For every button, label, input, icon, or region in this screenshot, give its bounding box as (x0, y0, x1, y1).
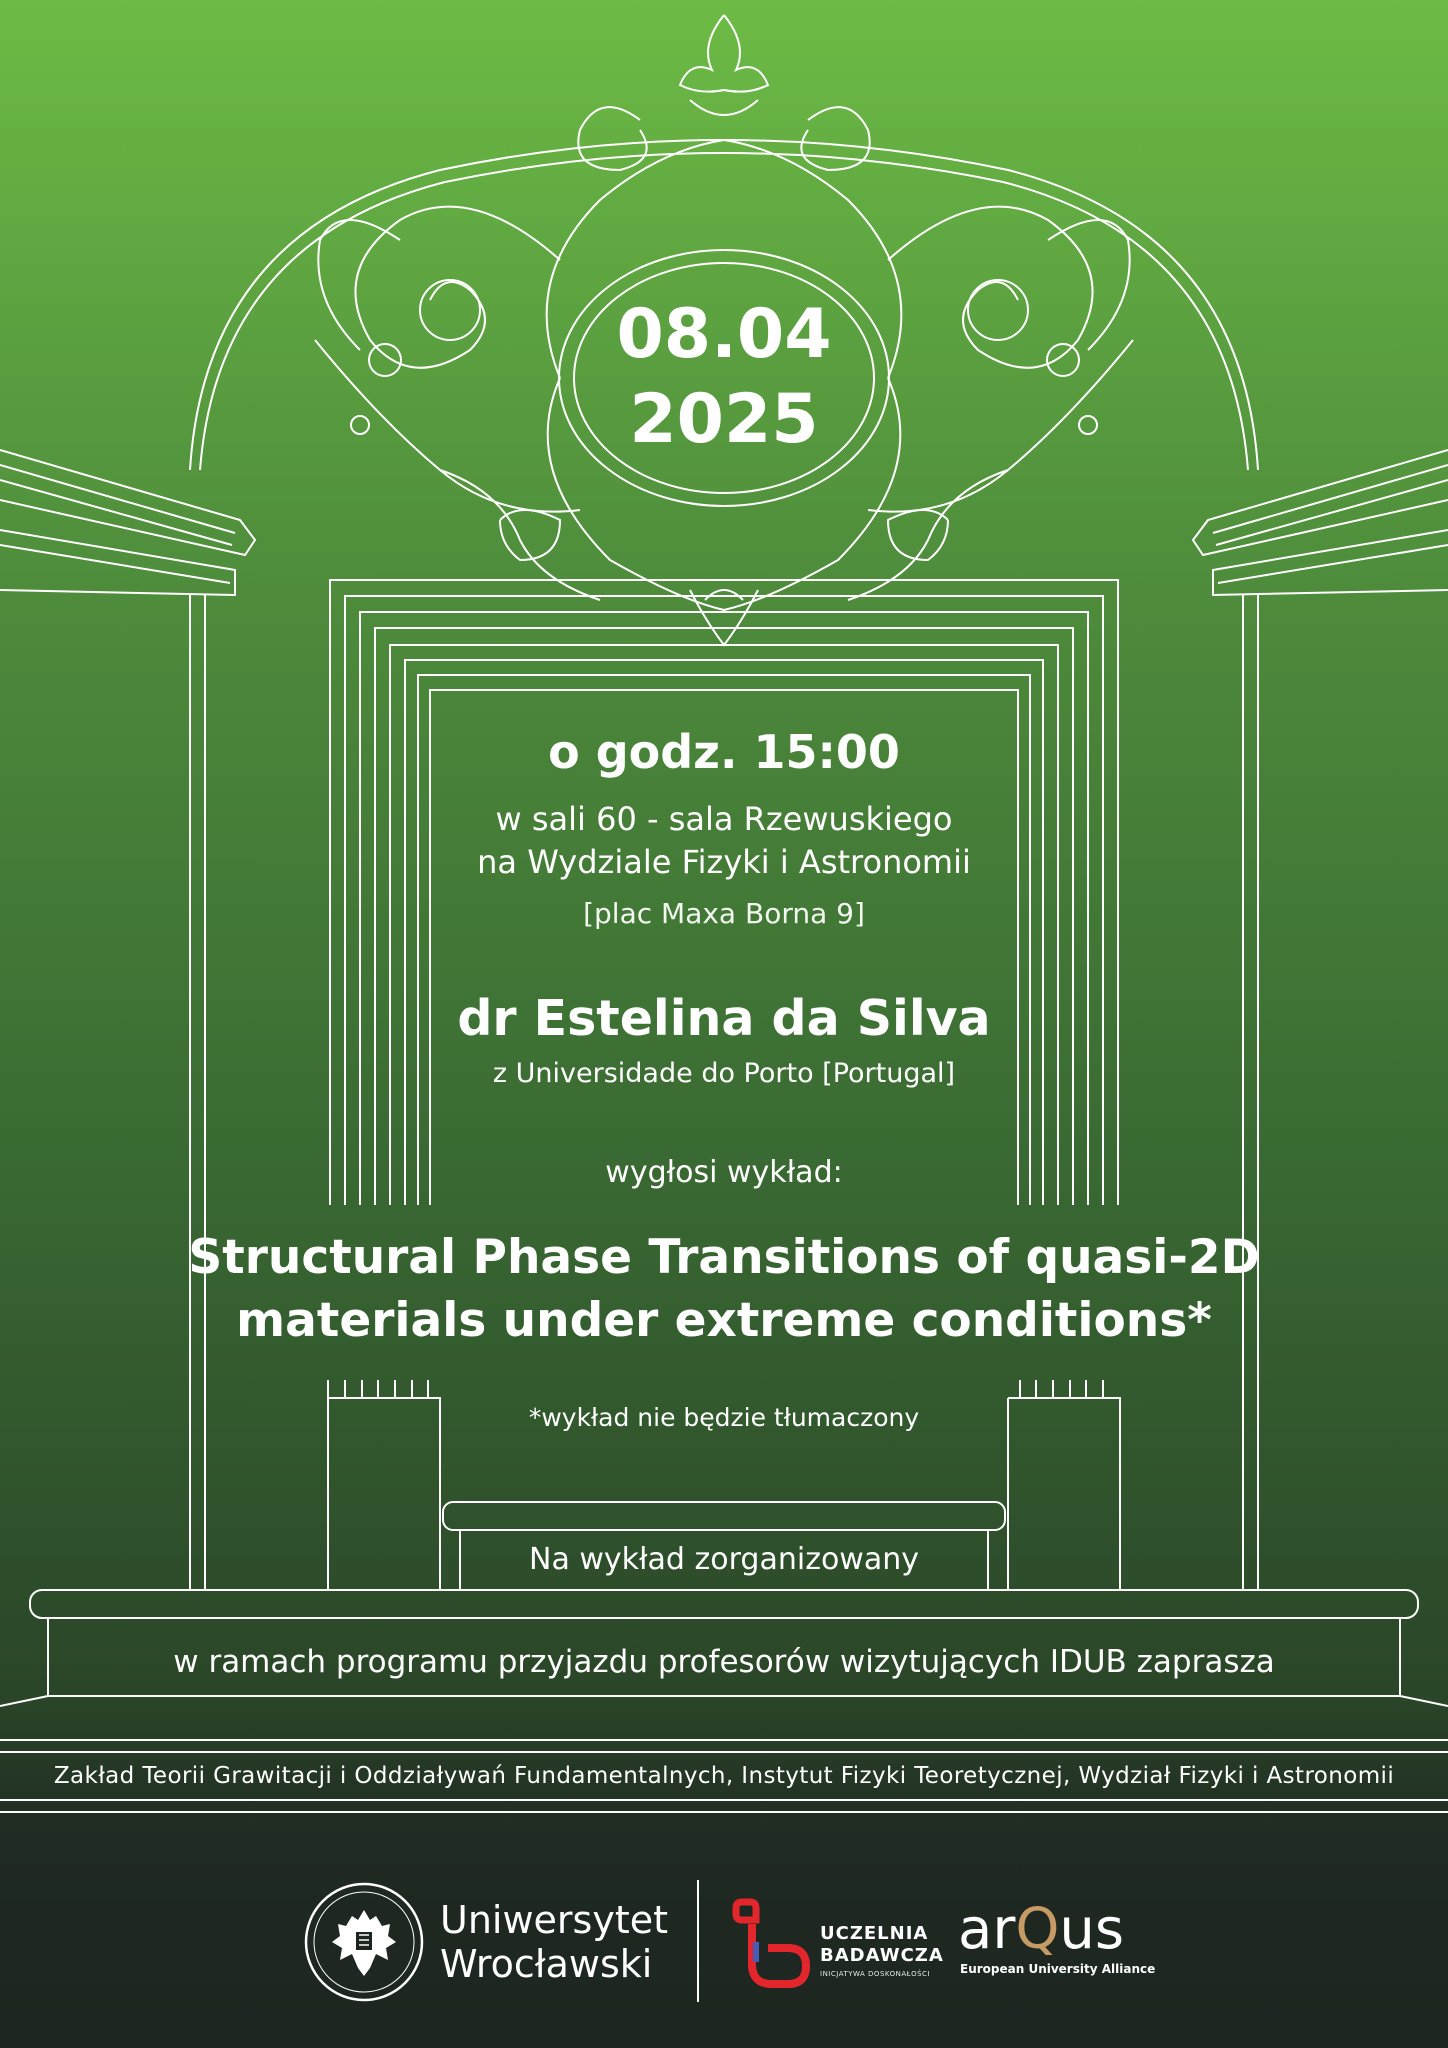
university-name-line2: Wrocławski (440, 1942, 653, 1986)
arqus-logo (958, 1897, 1125, 1962)
event-time: o godz. 15:00 (548, 725, 900, 779)
lecture-lead-in: wygłosi wykład: (605, 1155, 843, 1190)
research-university-line2: BADAWCZA (820, 1945, 944, 1966)
university-eagle-emblem-icon (302, 1880, 426, 2004)
event-room-line1: w sali 60 - sala Rzewuskiego (495, 800, 953, 838)
research-university-logo-icon (730, 1898, 812, 1990)
arqus-subtitle: European University Alliance (960, 1962, 1156, 1976)
arqus-logo-q: Q (1015, 1897, 1060, 1962)
organized-note: Na wykład zorganizowany (529, 1542, 919, 1577)
event-address: [plac Maxa Borna 9] (583, 897, 865, 930)
speaker-name: dr Estelina da Silva (457, 990, 991, 1047)
arqus-logo-prefix: ar (958, 1897, 1016, 1962)
arqus-logo-suffix: us (1059, 1897, 1125, 1962)
event-date-year: 2025 (629, 380, 819, 459)
event-room-line2: na Wydziale Fizyki i Astronomii (477, 843, 971, 881)
research-university-label (820, 1923, 944, 1967)
event-date-day-month: 08.04 (616, 295, 832, 374)
department-line: Zakład Teorii Grawitacji i Oddziaływań Fundamentalnych, Instytut Fizyki Teoretycznej, Wydział Fizyki i Astronomii (53, 1763, 1395, 1789)
translation-note: *wykład nie będzie tłumaczony (528, 1403, 920, 1432)
lecture-title-line1: Structural Phase Transitions of quasi-2D (188, 1230, 1260, 1285)
program-note: w ramach programu przyjazdu profesorów wizytujących IDUB zaprasza (173, 1644, 1275, 1680)
university-name (440, 1898, 668, 1986)
research-university-subtitle: INICJATYWA DOSKONAŁOŚCI (820, 1970, 930, 1978)
logo-divider (697, 1880, 699, 2002)
lecture-title-line2: materials under extreme conditions* (236, 1293, 1212, 1348)
research-university-line1: UCZELNIA (820, 1923, 929, 1944)
university-name-line1: Uniwersytet (440, 1898, 668, 1942)
speaker-affiliation: z Universidade do Porto [Portugal] (492, 1058, 956, 1089)
